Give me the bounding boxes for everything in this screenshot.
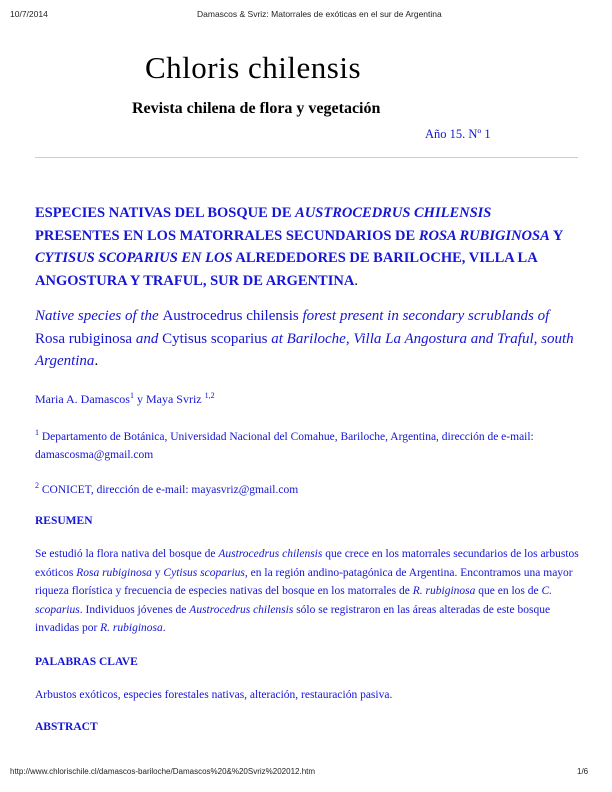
journal-issue: Año 15. Nº 1 bbox=[425, 127, 491, 141]
authors: Maria A. Damascos$^1$ y Maya Svriz $^{1,2}$ bbox=[35, 391, 215, 406]
affiliation-2: $^2$ CONICET, dirección de e-mail: mayasvriz@gmail.com bbox=[35, 481, 299, 496]
resumen-text: Se estudió la flora nativa del bosque de Austrocedrus chilensis que crece en los matorrales secundarios de los arbustos exóticos Rosa rubiginosa y Cytisus scoparius, en la región andino-patagónica de Argentina. Encontramos una mayor riqueza florística y frecuencia de especies nativas del bosque en los matorrales de R. rubiginosa que en los de C. scoparius. Individuos jóvenes de Austrocedrus chilensis sólo se registraron en las áreas alteradas de este bosque invadidas por R. rubiginosa. bbox=[35, 548, 579, 635]
keywords-text: Arbustos exóticos, especies forestales nativas, alteración, restauración pasiva. bbox=[35, 689, 393, 701]
journal-subtitle: Revista chilena de flora y vegetación bbox=[132, 100, 381, 117]
print-date: 10/7/2014 bbox=[10, 9, 48, 19]
print-page-title: Damascos & Svriz: Matorrales de exóticas en el sur de Argentina bbox=[197, 9, 442, 19]
keywords-heading: PALABRAS CLAVE bbox=[35, 656, 138, 668]
article-title: ESPECIES NATIVAS DEL BOSQUE DE AUSTROCEDRUS CHILENSIS PRESENTES EN LOS MATORRALES SECUNDARIOS DE ROSA RUBIGINOSA Y CYTISUS SCOPARIUS EN LOS ALREDEDORES DE BARILOCHE, VILLA LA ANGOSTURA Y TRAFUL, SUR DE ARGENTINA. bbox=[35, 205, 563, 289]
english-title: Native species of the Austrocedrus chilensis forest present in secondary scrublands of Rosa rubiginosa and Cytisus scoparius at Bariloche, Villa La Angostura and Traful, south Argentina. bbox=[35, 308, 574, 369]
affiliation-1: $^1$ Departamento de Botánica, Universidad Nacional del Comahue, Bariloche, Argentina, dirección de e-mail: damascosma@gmail.com bbox=[35, 428, 534, 461]
abstract-heading: ABSTRACT bbox=[35, 721, 98, 733]
journal-title: Chloris chilensis bbox=[145, 50, 362, 85]
print-url: http://www.chlorischile.cl/damascos-bariloche/Damascos%20&%20Svriz%202012.htm bbox=[10, 767, 316, 776]
header-divider bbox=[35, 157, 578, 158]
resumen-heading: RESUMEN bbox=[35, 515, 93, 527]
print-page-number: 1/6 bbox=[577, 767, 589, 776]
